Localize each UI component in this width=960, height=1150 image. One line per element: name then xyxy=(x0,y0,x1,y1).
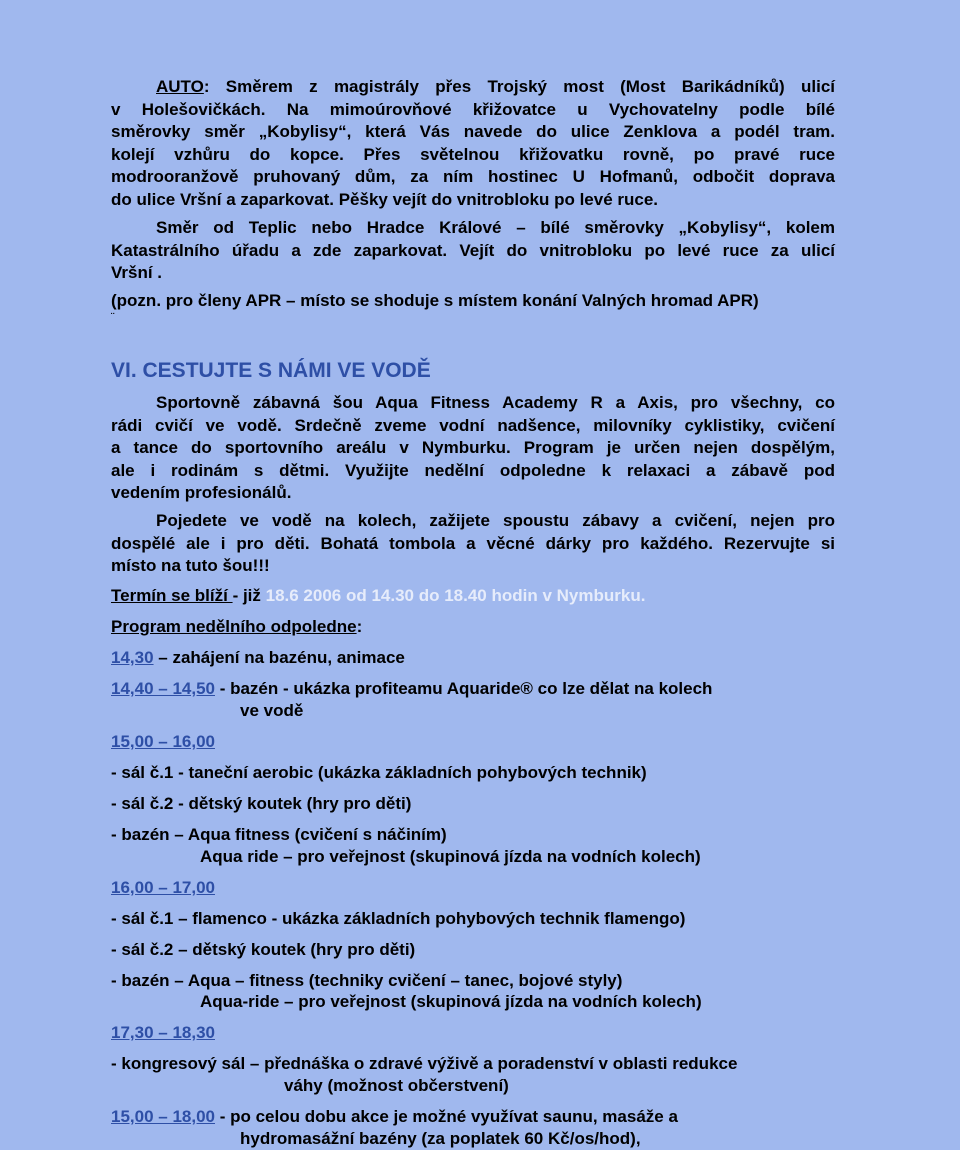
schedule-14-40-cont: ve vodě xyxy=(240,701,304,720)
schedule-item: - sál č.1 - taneční aerobic (ukázka základních pohybových technik) xyxy=(111,763,647,782)
para2-line-2: dospělé ale i pro děti. Bohatá tombola a věcné dárky pro každého. Rezervujte si xyxy=(111,533,835,553)
teplice-line-1: Směr od Teplic nebo Hradce Králové – bílé směrovky „Kobylisy“, kolem xyxy=(156,218,835,237)
time-label: 17,30 – 18,30 xyxy=(111,1023,215,1042)
auto-line-4: kolejí vzhůru do kopce. Přes světelnou křižovatku rovně, po pravé ruce xyxy=(111,144,835,164)
teplice-directions xyxy=(111,217,835,285)
schedule-item-cont: Aqua ride – pro veřejnost (skupinová jízda na vodních kolech) xyxy=(200,847,701,866)
auto-directions xyxy=(111,76,835,211)
schedule-14-30 xyxy=(111,647,405,669)
para1-line-4: ale i rodinám s dětmi. Využijte nedělní odpoledne k relaxaci a zábavě pod xyxy=(111,460,835,480)
date-line xyxy=(111,585,645,607)
schedule-17-30 xyxy=(111,1022,215,1044)
schedule-14-40 xyxy=(111,678,712,700)
schedule-15-00 xyxy=(111,731,215,753)
show-description xyxy=(111,392,835,505)
para1-line-3: a tance do sportovního areálu v Nymburku. Program je určen nejen dospělým, xyxy=(111,438,835,457)
show-invitation xyxy=(111,510,835,578)
auto-line-1: AUTO: Směrem z magistrály přes Trojský most (Most Barikádníků) ulicí xyxy=(156,77,835,96)
para2-line-3: místo na tuto šou!!! xyxy=(111,556,270,575)
schedule-item: - sál č.2 - dětský koutek (hry pro děti) xyxy=(111,794,412,813)
section-heading: VI. CESTUJTE S NÁMI VE VODĚ xyxy=(111,359,431,382)
schedule-item: - kongresový sál – přednáška o zdravé výživě a poradenství v oblasti redukce xyxy=(111,1054,738,1073)
para1-line-2: rádi cvičí ve vodě. Srdečně zveme vodní nadšence, milovníky cyklistiky, cvičení xyxy=(111,415,835,435)
schedule-item-cont: Aqua-ride – pro veřejnost (skupinová jízda na vodních kolech) xyxy=(200,992,702,1011)
date-label: Termín se blíží xyxy=(111,586,233,605)
time-label: 14,30 xyxy=(111,648,154,667)
schedule-text: - po celou dobu akce je možné využívat saunu, masáže a xyxy=(214,1107,678,1126)
schedule-item-cont: hydromasážní bazény (za poplatek 60 Kč/os/hod), xyxy=(240,1129,641,1148)
time-label: 15,00 – 16,00 xyxy=(111,732,215,751)
auto-line-5: modrooranžově pruhovaný dům, za ním hostinec U Hofmanů, odbočit doprava xyxy=(111,167,835,186)
apr-note xyxy=(111,290,835,313)
time-label: 16,00 – 17,00 xyxy=(111,878,215,897)
schedule-15-00-18-00 xyxy=(111,1106,678,1128)
teplice-line-3: Vršní . xyxy=(111,263,163,282)
schedule-item: - sál č.2 – dětský koutek (hry pro děti) xyxy=(111,940,416,959)
program-heading: Program nedělního odpoledne: xyxy=(111,617,363,636)
schedule-text: - bazén - ukázka profiteamu Aquaride® co lze dělat na kolech xyxy=(214,679,713,698)
schedule-item: - bazén – Aqua – fitness (techniky cvičení – tanec, bojové styly) xyxy=(111,971,623,990)
auto-label: AUTO xyxy=(156,77,204,96)
date-middle: - již xyxy=(232,586,266,605)
schedule-item: - bazén – Aqua fitness (cvičení s náčiním) xyxy=(111,825,447,844)
para1-line-1: Sportovně zábavná šou Aqua Fitness Academy R a Axis, pro všechny, co xyxy=(156,393,835,412)
schedule-item: - sál č.1 – flamenco - ukázka základních pohybových technik flamengo) xyxy=(111,909,686,928)
schedule-16-00 xyxy=(111,877,215,899)
note-mark: ¨ xyxy=(111,312,115,323)
teplice-line-2: Katastrálního úřadu a zde zaparkovat. Vejít do vnitrobloku po levé ruce za ulicí xyxy=(111,240,835,260)
time-label: 15,00 – 18,00 xyxy=(111,1107,215,1126)
schedule-item-cont: váhy (možnost občerstvení) xyxy=(284,1076,509,1095)
schedule-text: – zahájení na bazénu, animace xyxy=(153,648,405,667)
date-value: 18.6 2006 od 14.30 do 18.40 hodin v Nymburku. xyxy=(265,586,646,605)
para2-line-1: Pojedete ve vodě na kolech, zažijete spoustu zábavy a cvičení, nejen pro xyxy=(156,511,835,530)
para1-line-5: vedením profesionálů. xyxy=(111,483,292,502)
time-label: 14,40 – 14,50 xyxy=(111,679,215,698)
auto-line-6: do ulice Vršní a zaparkovat. Pěšky vejít do vnitrobloku po levé ruce. xyxy=(111,189,659,209)
program-heading-text: Program nedělního odpoledne xyxy=(111,617,357,636)
auto-line-3: směrovky směr „Kobylisy“, která Vás navede do ulice Zenklova a podél tram. xyxy=(111,122,835,141)
auto-line-2: v Holešovičkách. Na mimoúrovňové křižovatce u Vychovatelny podle bílé xyxy=(111,99,835,119)
apr-note-text: (pozn. pro členy APR – místo se shoduje s místem konání Valných hromad APR) xyxy=(111,291,759,310)
